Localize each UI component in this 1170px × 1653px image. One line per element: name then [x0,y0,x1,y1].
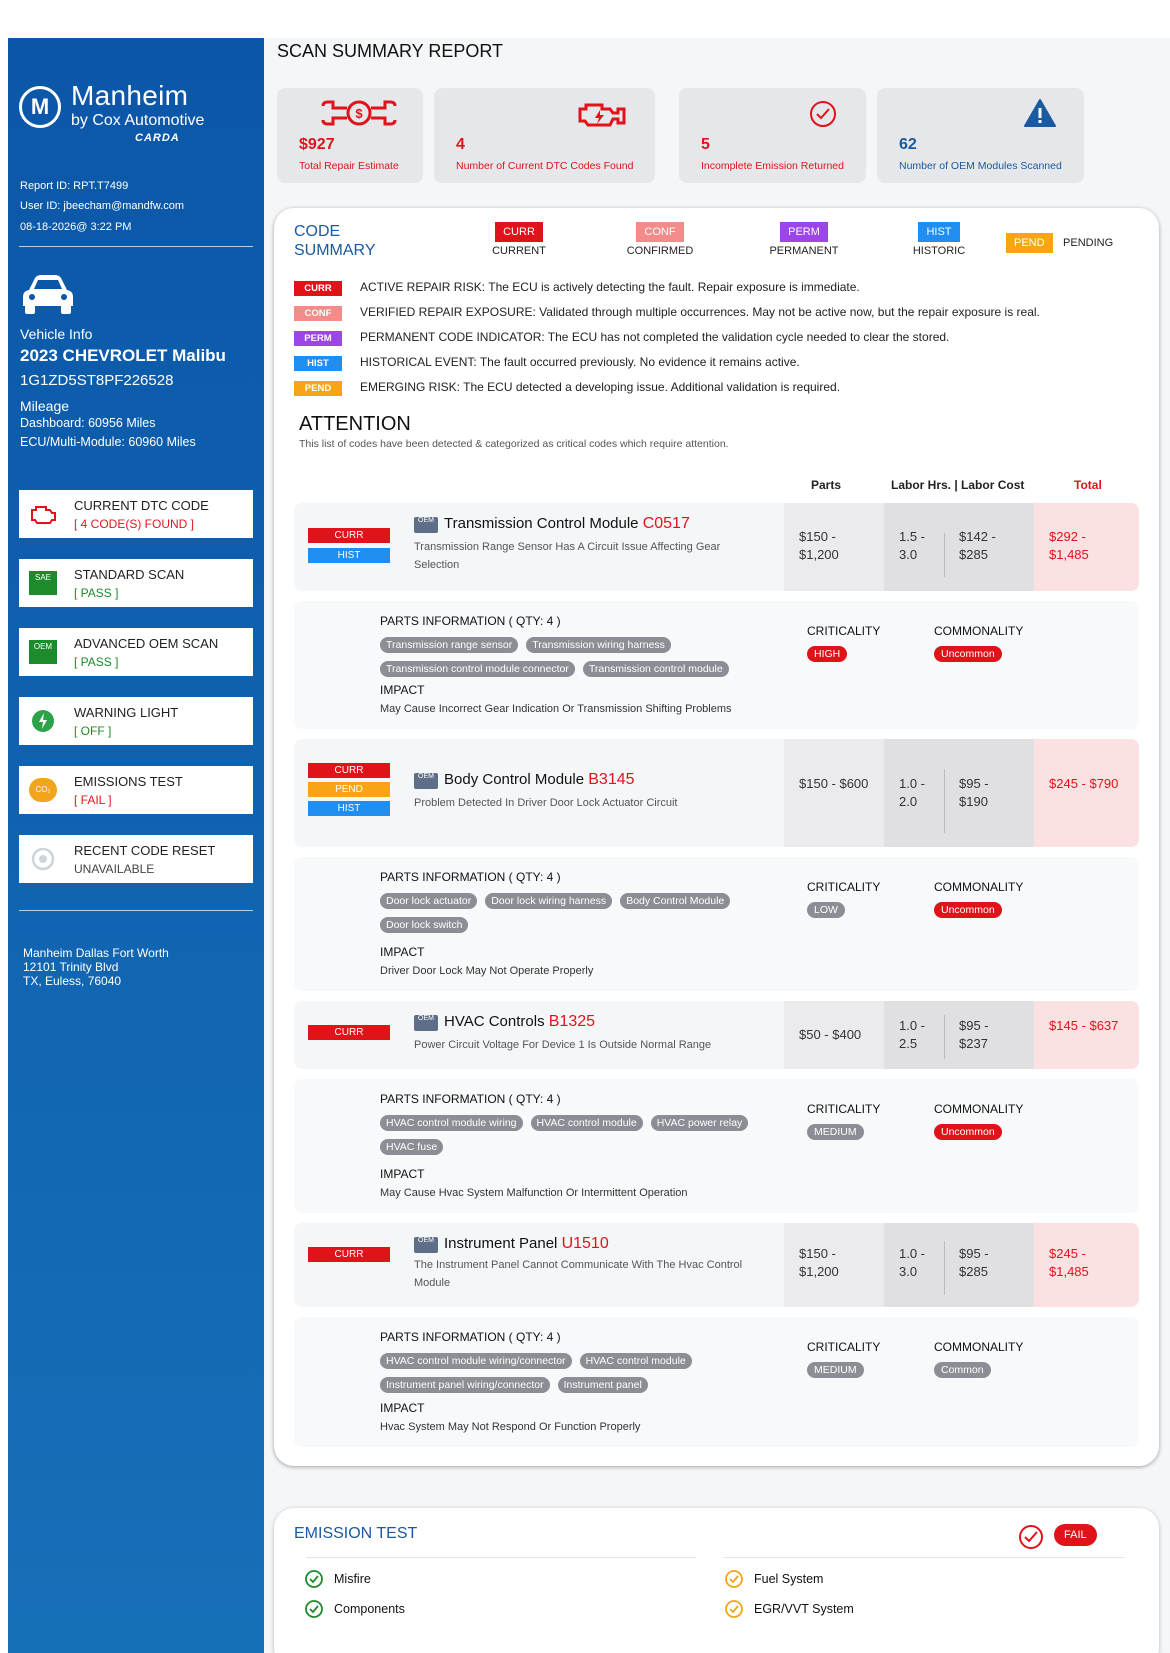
definition-text: EMERGING RISK: The ECU detected a developing issue. Additional validation is required. [360,380,841,394]
criticality-heading: CRITICALITY [807,1340,881,1354]
labor-cost: $142 - $285 [959,529,996,562]
badge-pend: PEND [1006,233,1053,253]
module-label: Instrument Panel [444,1235,558,1252]
status-warning-light[interactable] [19,697,253,745]
kpi-current-dtc [434,88,655,183]
vehicle-info-label: Vehicle Info [20,326,93,342]
dtc-code: B3145 [588,771,635,788]
parts-chips [380,1351,790,1399]
parts-info-heading: PARTS INFORMATION ( QTY: 4 ) [380,1092,561,1106]
dtc-description: Problem Detected In Driver Door Lock Actuator Circuit [414,797,678,809]
criticality-badge: MEDIUM [807,1362,864,1378]
parts-cell [784,503,884,591]
oem-icon: OEM [414,1237,438,1253]
part-chip: Door lock wiring harness [485,893,612,909]
dtc-row[interactable] [294,503,1139,591]
criticality-badge: MEDIUM [807,1124,864,1140]
status-emissions-test[interactable] [19,766,253,814]
sae-icon: SAE [29,571,57,595]
ecu-mileage: ECU/Multi-Module: 60960 Miles [20,435,196,449]
impact-heading: IMPACT [380,945,425,959]
check-circle-icon [1018,1524,1044,1550]
col-header-labor: Labor Hrs. | Labor Cost [891,478,1025,492]
divider [944,533,945,577]
check-circle-icon [304,1599,324,1619]
divider [306,1557,696,1558]
badge-curr: CURR [308,1025,390,1040]
status-badges [308,763,390,821]
badge-conf: CONF [294,306,342,321]
part-chip: Transmission control module [583,661,729,677]
part-chip: Body Control Module [620,893,730,909]
oem-icon: OEM [29,640,57,664]
legend-label: PENDING [1063,237,1114,249]
code-summary-title [294,222,376,260]
dtc-code: C0517 [642,515,690,532]
emission-item-components [334,1602,405,1616]
part-chip: HVAC control module wiring/connector [380,1353,572,1369]
legend-label: PERMANENT [769,245,839,257]
labor-cost: $95 - $190 [959,776,989,809]
alert-triangle-icon [1023,98,1057,128]
attention-subtitle: This list of codes have been detected & categorized as critical codes which require attention. [299,438,729,450]
total-cell [1034,739,1139,847]
dealer-address [23,946,169,988]
parts-cost: $150 - $1,200 [799,1246,839,1279]
part-chip: HVAC power relay [651,1115,749,1131]
dtc-description: Transmission Range Sensor Has A Circuit Issue Affecting Gear Selection [414,541,721,571]
part-chip: HVAC control module [580,1353,692,1369]
module-name [444,1235,609,1253]
part-chip: Transmission control module connector [380,661,575,677]
labor-cell [884,1223,1034,1307]
definition-text: HISTORICAL EVENT: The fault occurred previously. No evidence it remains active. [360,355,800,369]
labor-cell [884,739,1034,847]
labor-hours: 1.0 - 2.0 [899,776,926,809]
total-cell [1034,1001,1139,1069]
parts-chips [380,891,790,939]
badge-hist: HIST [308,548,390,563]
brand-logo [19,80,259,156]
commonality-badge: Uncommon [934,902,1002,918]
legend-current [489,222,549,257]
kpi-total-repair [277,88,423,183]
impact-heading: IMPACT [380,683,425,697]
engine-icon [576,100,630,128]
part-chip: HVAC fuse [380,1139,443,1155]
module-name [444,1013,595,1031]
carda-logo: CARDA [135,132,180,144]
commonality-badge: Common [934,1362,991,1378]
badge-conf: CONF [636,222,683,242]
dtc-description: Power Circuit Voltage For Device 1 Is Outside Normal Range [414,1039,712,1051]
dtc-code: U1510 [561,1235,609,1252]
parts-info-heading: PARTS INFORMATION ( QTY: 4 ) [380,614,561,628]
parts-cost: $150 - $1,200 [799,529,839,562]
report-id: Report ID: RPT.T7499 [20,180,129,192]
oem-icon: OEM [414,1015,438,1031]
main-content [264,38,1170,1653]
kpi-value: 4 [456,136,465,153]
address-line: 12101 Trinity Blvd [23,960,119,974]
status-value: UNAVAILABLE [74,862,155,876]
manheim-logo-icon: M [19,86,61,128]
commonality-heading: COMMONALITY [934,1340,1024,1354]
module-label: HVAC Controls [444,1013,545,1030]
emission-item-fuel-system [754,1572,823,1586]
module-name [444,515,690,533]
address-line: TX, Euless, 76040 [23,974,122,988]
parts-cost: $50 - $400 [799,1027,862,1042]
parts-cell [784,739,884,847]
total-cost: $245 - $1,485 [1049,1246,1089,1279]
badge-pend: PEND [308,782,390,797]
labor-cell [884,503,1034,591]
badge-hist: HIST [918,222,959,242]
kpi-value: 62 [899,136,917,153]
status-standard-scan[interactable] [19,559,253,607]
reset-icon [29,847,57,871]
legend-permanent [759,222,849,257]
kpi-value: $927 [299,136,335,153]
badge-pend: PEND [294,381,342,396]
vehicle-model: 2023 CHEVROLET Malibu [20,346,226,365]
kpi-oem-modules [877,88,1084,183]
legend-label: HISTORIC [912,245,966,257]
commonality-heading: COMMONALITY [934,880,1024,894]
definition-text: VERIFIED REPAIR EXPOSURE: Validated through multiple occurrences. May not be active now, but the repair exposure is real. [360,305,1040,319]
part-chip: Door lock actuator [380,893,477,909]
emission-status-badge: FAIL [1054,1524,1097,1546]
status-title: ADVANCED OEM SCAN [74,636,219,651]
dtc-row[interactable] [294,1001,1139,1069]
total-cell [1034,1223,1139,1307]
parts-info-heading: PARTS INFORMATION ( QTY: 4 ) [380,1330,561,1344]
badge-curr: CURR [294,281,342,296]
status-recent-code-reset[interactable] [19,835,253,883]
part-chip: Transmission range sensor [380,637,518,653]
module-label: Transmission Control Module [444,515,639,532]
legend-confirmed [620,222,700,257]
warning-light-icon [29,709,57,733]
commonality-badge: Uncommon [934,1124,1002,1140]
badge-perm: PERM [294,331,342,346]
parts-info-heading: PARTS INFORMATION ( QTY: 4 ) [380,870,561,884]
address-line: Manheim Dallas Fort Worth [23,946,169,960]
definition-text: PERMANENT CODE INDICATOR: The ECU has not completed the validation cycle needed to clear the stored. [360,330,950,344]
labor-cost: $95 - $285 [959,1246,989,1279]
status-badges [308,1247,390,1267]
divider [19,246,253,247]
impact-text: May Cause Hvac System Malfunction Or Intermittent Operation [380,1187,688,1199]
part-chip: Transmission wiring harness [526,637,671,653]
badge-curr: CURR [308,1247,390,1262]
emission-item-label: Fuel System [754,1572,824,1586]
check-circle-icon [304,1569,324,1589]
impact-heading: IMPACT [380,1167,425,1181]
title-line: CODE [294,223,341,240]
status-title: WARNING LIGHT [74,705,179,720]
status-value: [ OFF ] [74,724,112,738]
legend-label: CURRENT [492,245,546,257]
parts-cost: $150 - $600 [799,776,869,791]
total-cost: $245 - $790 [1049,776,1119,791]
oem-icon: OEM [414,517,438,533]
brand-subtitle: by Cox Automotive [71,112,205,129]
check-circle-icon [809,100,837,128]
definition-row [294,355,800,371]
dtc-detail [294,1079,1139,1213]
badge-hist: HIST [308,801,390,816]
status-badges [308,528,390,568]
legend-pending [1006,233,1136,253]
criticality-badge: HIGH [807,646,847,662]
co2-cloud-icon: CO₂ [29,778,57,802]
criticality-heading: CRITICALITY [807,880,881,894]
status-title: EMISSIONS TEST [74,774,183,789]
dashboard-mileage: Dashboard: 60956 Miles [20,416,156,430]
total-cost: $292 - $1,485 [1049,529,1089,562]
status-advanced-oem-scan[interactable] [19,628,253,676]
kpi-incomplete-emission [679,88,866,183]
status-current-dtc[interactable] [19,490,253,538]
page-title: SCAN SUMMARY REPORT [277,41,504,61]
parts-cell [784,1223,884,1307]
emission-item-label: EGR/VVT System [754,1602,854,1616]
repair-cost-icon [319,98,399,128]
sidebar [8,38,264,1653]
dtc-detail [294,857,1139,991]
car-icon [19,272,77,316]
status-title: CURRENT DTC CODE [74,498,209,513]
kpi-label: Number of Current DTC Codes Found [456,160,634,172]
dtc-detail [294,601,1139,729]
status-value: [ 4 CODE(S) FOUND ] [74,517,195,531]
part-chip: Instrument panel wiring/connector [380,1377,550,1393]
status-value: [ PASS ] [74,586,119,600]
kpi-label: Total Repair Estimate [299,160,399,172]
parts-cell [784,1001,884,1069]
kpi-value: 5 [701,136,710,153]
dtc-row[interactable] [294,1223,1139,1307]
col-header-total: Total [1074,478,1102,492]
definition-row [294,280,860,296]
dtc-description: The Instrument Panel Cannot Communicate With The Hvac Control Module [414,1259,743,1289]
divider [944,1241,945,1295]
criticality-heading: CRITICALITY [807,1102,881,1116]
total-cell [1034,503,1139,591]
legend-historic [899,222,979,257]
emission-item-label: Misfire [334,1572,371,1586]
status-title: STANDARD SCAN [74,567,185,582]
definition-row [294,380,840,396]
attention-title: ATTENTION [299,413,411,435]
mileage-label: Mileage [20,398,70,414]
labor-cost: $95 - $237 [959,1018,989,1051]
vehicle-vin: 1G1ZD5ST8PF226528 [20,372,174,389]
badge-perm: PERM [780,222,828,242]
parts-chips [380,635,790,683]
badge-hist: HIST [294,356,342,371]
module-label: Body Control Module [444,771,585,788]
svg-text:$: $ [355,106,363,121]
commonality-badge: Uncommon [934,646,1002,662]
labor-hours: 1.0 - 2.5 [899,1018,926,1051]
dtc-row[interactable] [294,739,1139,847]
status-value: [ FAIL ] [74,793,112,807]
dtc-code: B1325 [548,1013,596,1030]
impact-text: Hvac System May Not Respond Or Function Properly [380,1421,641,1433]
report-date: 08-18-2026@ 3:22 PM [20,221,132,233]
commonality-heading: COMMONALITY [934,1102,1024,1116]
emission-title: EMISSION TEST [294,1525,418,1542]
parts-chips [380,1113,790,1161]
impact-text: May Cause Incorrect Gear Indication Or Transmission Shifting Problems [380,703,732,715]
divider [19,910,253,911]
labor-hours: 1.5 - 3.0 [899,529,926,562]
legend-label: CONFIRMED [626,245,694,257]
impact-heading: IMPACT [380,1401,425,1415]
divider [724,1557,1124,1558]
part-chip: HVAC control module [531,1115,643,1131]
dtc-detail [294,1317,1139,1447]
kpi-label: Number of OEM Modules Scanned [899,160,1062,172]
emission-item-label: Components [334,1602,405,1616]
part-chip: HVAC control module wiring [380,1115,523,1131]
oem-icon: OEM [414,773,438,789]
title-line: SUMMARY [294,242,376,259]
status-value: [ PASS ] [74,655,119,669]
engine-icon [29,502,57,526]
part-chip: Door lock switch [380,917,468,933]
impact-text: Driver Door Lock May Not Operate Properly [380,965,594,977]
part-chip: Instrument panel [558,1377,648,1393]
badge-curr: CURR [495,222,543,242]
code-summary-card [274,208,1159,1466]
emission-item-egr-vvt [754,1602,854,1616]
kpi-label: Incomplete Emission Returned [701,160,844,172]
emission-item-misfire [334,1572,371,1586]
status-title: RECENT CODE RESET [74,843,216,858]
user-id: User ID: jbeecham@mandfw.com [20,200,185,212]
total-cost: $145 - $637 [1049,1018,1119,1033]
col-header-parts: Parts [811,478,842,492]
badge-curr: CURR [308,763,390,778]
status-badges [308,1025,390,1045]
badge-curr: CURR [308,528,390,543]
criticality-heading: CRITICALITY [807,624,881,638]
commonality-heading: COMMONALITY [934,624,1024,638]
labor-hours: 1.0 - 3.0 [899,1246,926,1279]
emission-test-card [274,1508,1159,1653]
brand-name: Manheim [71,80,189,111]
definition-row [294,305,1040,321]
module-name [444,771,635,789]
divider [944,1015,945,1059]
definition-text: ACTIVE REPAIR RISK: The ECU is actively detecting the fault. Repair exposure is immediate. [360,280,860,294]
check-circle-icon [724,1569,744,1589]
check-circle-icon [724,1599,744,1619]
labor-cell [884,1001,1034,1069]
divider [944,769,945,833]
criticality-badge: LOW [807,902,845,918]
definition-row [294,330,949,346]
